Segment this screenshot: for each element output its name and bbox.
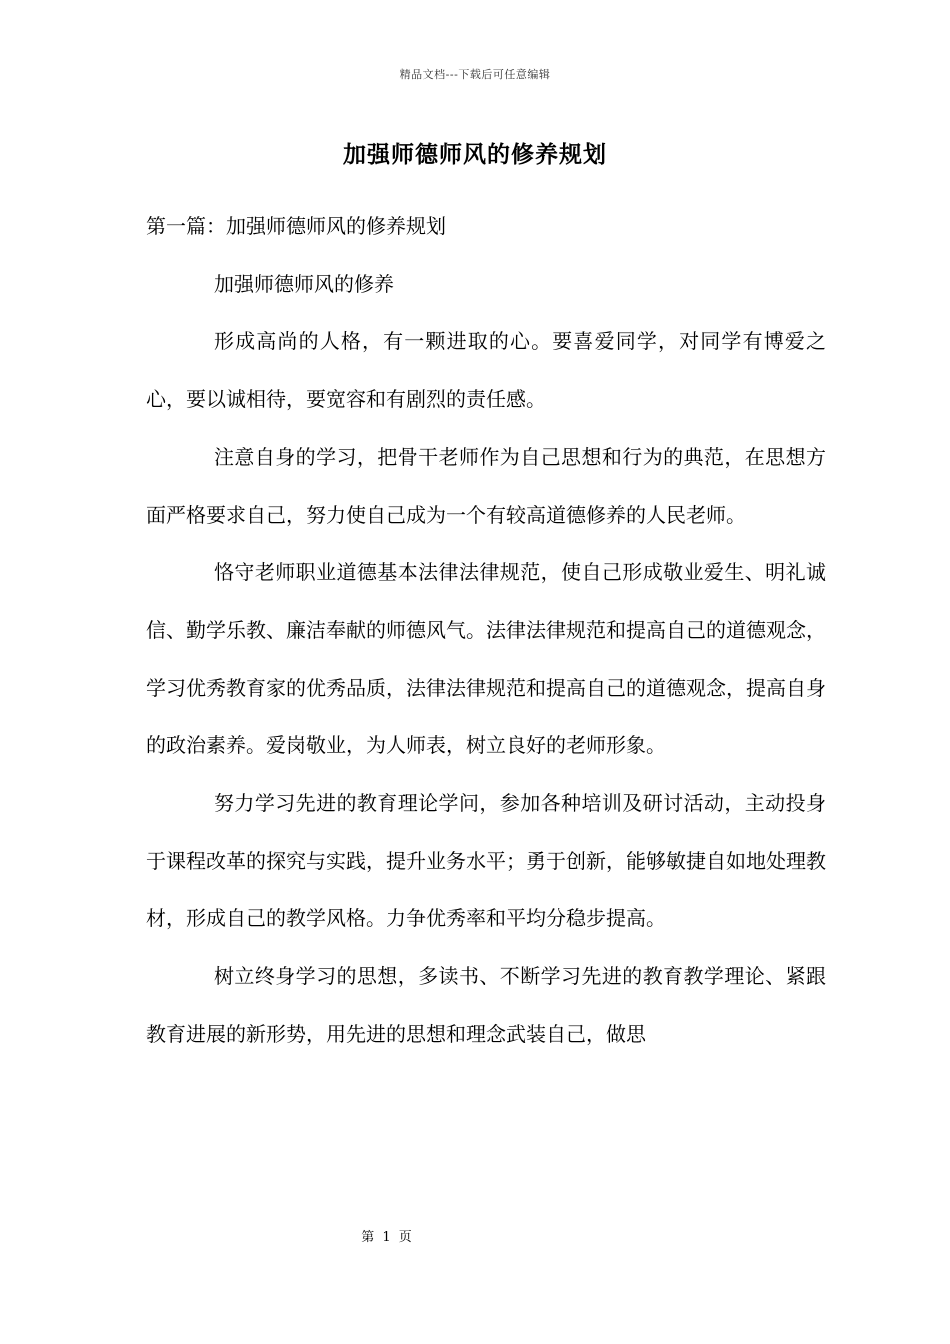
document-body	[146, 198, 826, 1064]
header-note: 精品文档---下载后可任意编辑	[399, 68, 551, 81]
paragraph: 形成高尚的人格，有一颗进取的心。要喜爱同学，对同学有博爱之心，要以诚相待，要宽容和有剧烈的责任感。	[146, 329, 826, 412]
chapter-heading: 第一篇：加强师德师风的修养规划	[146, 214, 446, 238]
paragraph: 注意自身的学习，把骨干老师作为自己思想和行为的典范，在思想方面严格要求自己，努力使自己成为一个有较高道德修养的人民老师。	[146, 444, 826, 527]
sub-heading: 加强师德师风的修养	[214, 271, 394, 296]
document-title: 加强师德师风的修养规划	[343, 141, 607, 168]
paragraph: 恪守老师职业道德基本法律法律规范，使自己形成敬业爱生、明礼诚信、勤学乐教、廉洁奉献的师德风气。法律法律规范和提高自己的道德观念，学习优秀教育家的优秀品质，法律法律规范和提高自己的道德观念，提高自身的政治素养。爱岗敬业，为人师表，树立良好的老师形象。	[146, 560, 826, 758]
page-number: 第 1 页	[361, 1230, 414, 1245]
paragraph: 努力学习先进的教育理论学问，参加各种培训及研讨活动，主动投身于课程改革的探究与实践，提升业务水平；勇于创新，能够敏捷自如地处理教材，形成自己的教学风格。力争优秀率和平均分稳步提高。	[146, 791, 826, 931]
paragraph: 树立终身学习的思想，多读书、不断学习先进的教育教学理论、紧跟教育进展的新形势，用先进的思想和理念武装自己，做思	[146, 964, 826, 1046]
